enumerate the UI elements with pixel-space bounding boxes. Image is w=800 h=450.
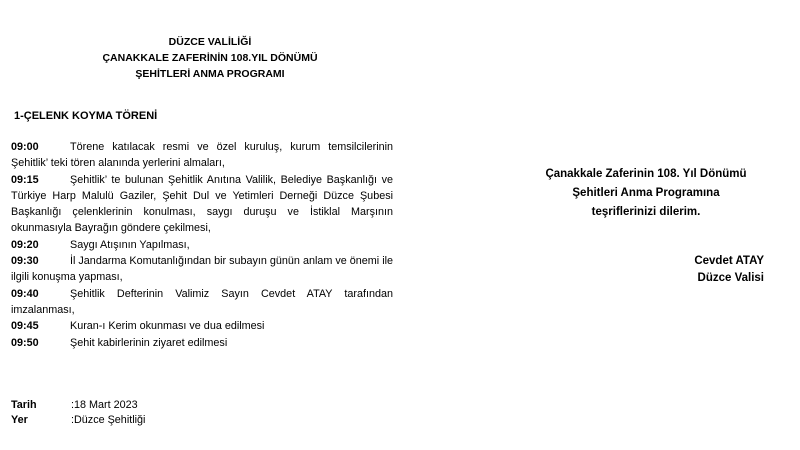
- date-label: Tarih: [11, 399, 37, 411]
- schedule-item: [11, 286, 393, 319]
- schedule-time: 09:40: [11, 287, 39, 300]
- schedule-time: 09:15: [11, 173, 39, 186]
- place-label: Yer: [11, 414, 28, 426]
- schedule-time: 09:45: [11, 320, 39, 333]
- header-program-title: ŞEHİTLERİ ANMA PROGRAMI: [135, 68, 285, 80]
- schedule-item: [11, 253, 393, 286]
- schedule-time: 09:00: [11, 141, 39, 153]
- date-value: :18 Mart 2023: [71, 399, 138, 411]
- schedule-text: Törene katılacak resmi ve özel kuruluş, kurum temsilcilerinin Şehitlik’ teki tören alanında yerlerini almaları,: [11, 141, 393, 170]
- header-governorship: DÜZCE VALİLİĞİ: [168, 36, 252, 48]
- schedule-text: İl Jandarma Komutanlığından bir subayın günün anlam ve önemi ile ilgili konuşma yapması,: [11, 255, 393, 284]
- schedule-item: [11, 318, 393, 334]
- invitation-line: Çanakkale Zaferinin 108. Yıl Dönümü: [545, 168, 747, 180]
- schedule-text: Şehitlik Defterinin Valimiz Sayın Cevdet ATAY tarafından imzalanması,: [11, 287, 393, 316]
- schedule-text: Kuran-ı Kerim okunması ve dua edilmesi: [70, 320, 265, 333]
- schedule-time: 09:20: [11, 238, 39, 251]
- schedule-text: Şehitlik’ te bulunan Şehitlik Anıtına Valilik, Belediye Başkanlığı ve Türkiye Harp Malulü Gaziler, Şehit Dul ve Yetimleri Derneği Düzce Şubesi Başkanlığı çelenklerinin konulması, saygı duruşu ve İstiklal Marşının okunmasıyla Bayrağın göndere çekilmesi,: [11, 173, 393, 235]
- schedule-list: [11, 139, 393, 351]
- event-meta: [11, 398, 145, 428]
- invitation-line: Şehitleri Anma Programına: [572, 187, 720, 199]
- schedule-item: [11, 172, 393, 237]
- header-anniversary: ÇANAKKALE ZAFERİNİN 108.YIL DÖNÜMÜ: [102, 52, 318, 64]
- invitation-line: teşriflerinizi dilerim.: [591, 206, 701, 218]
- signatory-name: Cevdet ATAY: [694, 255, 764, 267]
- place-value: :Düzce Şehitliği: [71, 414, 146, 426]
- schedule-time: 09:50: [11, 336, 39, 349]
- invitation-text: [512, 165, 780, 222]
- place-row: [11, 413, 145, 428]
- schedule-item: [11, 335, 393, 351]
- schedule-time: 09:30: [11, 255, 39, 268]
- schedule-item: [11, 139, 393, 172]
- signature-block: [694, 253, 764, 287]
- date-row: [11, 398, 145, 413]
- section-title: 1-ÇELENK KOYMA TÖRENİ: [14, 110, 158, 122]
- schedule-text: Şehit kabirlerinin ziyaret edilmesi: [70, 336, 228, 349]
- document-header: [60, 34, 360, 82]
- signatory-title: Düzce Valisi: [697, 272, 764, 284]
- schedule-text: Saygı Atışının Yapılması,: [70, 238, 190, 251]
- schedule-item: [11, 237, 393, 253]
